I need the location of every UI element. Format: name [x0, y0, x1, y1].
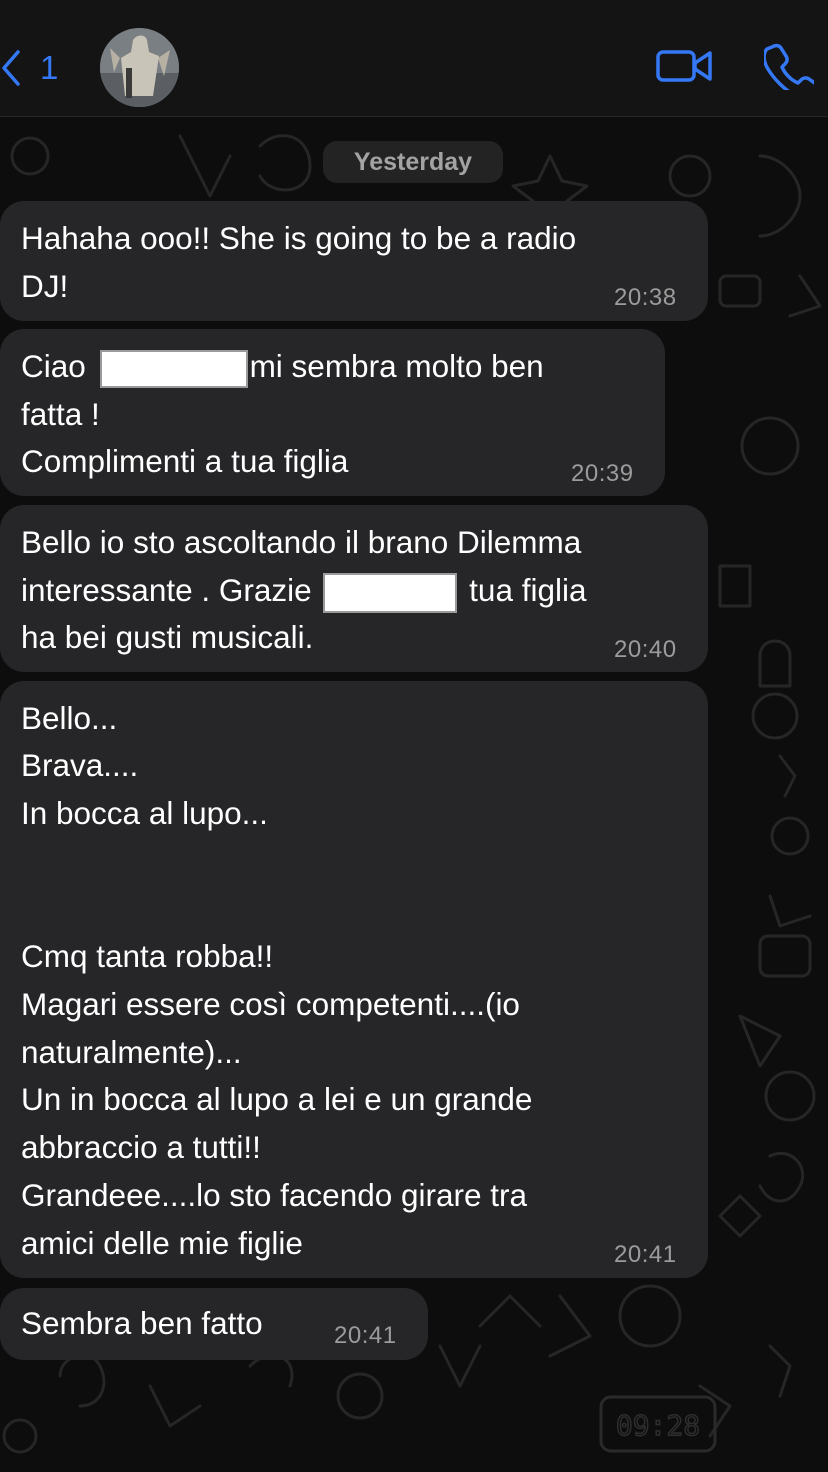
message-text: Bello io sto ascoltando il brano Dilemma	[21, 524, 582, 560]
message-text: Grandeee....lo sto facendo girare tra	[21, 1177, 528, 1213]
message-bubble[interactable]	[0, 1288, 428, 1360]
clock-doodle-icon	[598, 1394, 718, 1454]
date-separator: Yesterday	[323, 141, 503, 183]
message-bubble[interactable]	[0, 201, 708, 321]
message-text: Un in bocca al lupo a lei e un grande	[21, 1081, 533, 1117]
unread-count: 1	[40, 49, 59, 86]
message-text: Brava....	[21, 747, 139, 783]
message-text: ha bei gusti musicali.	[21, 619, 314, 655]
message-text: Magari essere così competenti....(io	[21, 986, 520, 1022]
message-text: naturalmente)...	[21, 1034, 242, 1070]
message-bubble[interactable]	[0, 505, 708, 672]
message-time: 20:39	[571, 460, 634, 487]
message-time: 20:41	[334, 1322, 397, 1349]
message-text: amici delle mie figlie	[21, 1225, 303, 1261]
phone-icon[interactable]	[764, 42, 814, 90]
message-bubble[interactable]	[0, 681, 708, 1278]
message-bubble[interactable]	[0, 329, 665, 496]
video-call-icon[interactable]	[655, 44, 715, 88]
redacted-name	[323, 573, 457, 613]
message-time: 20:41	[614, 1241, 677, 1268]
message-text: Ciao	[21, 348, 86, 384]
message-text: fatta !	[21, 396, 100, 432]
avatar[interactable]	[100, 28, 179, 107]
message-time: 20:38	[614, 284, 677, 311]
message-text: interessante . Grazie	[21, 572, 312, 608]
message-text: DJ!	[21, 268, 69, 304]
message-text: Bello...	[21, 700, 118, 736]
message-text: Cmq tanta robba!!	[21, 938, 274, 974]
redacted-name	[100, 350, 248, 388]
message-text: In bocca al lupo...	[21, 795, 268, 831]
message-text-line	[21, 346, 544, 388]
statue-avatar-image	[100, 28, 179, 107]
message-text: Sembra ben fatto	[21, 1305, 263, 1341]
message-text: Complimenti a tua figlia	[21, 443, 349, 479]
message-text: tua figlia	[469, 572, 587, 608]
message-text: abbraccio a tutti!!	[21, 1129, 261, 1165]
message-text: mi sembra molto ben	[249, 348, 544, 384]
message-text-line	[21, 570, 587, 613]
message-time: 20:40	[614, 636, 677, 663]
chevron-left-icon	[0, 48, 22, 88]
chat-header	[0, 0, 828, 117]
clock-doodle-text: 09:28	[615, 1409, 701, 1442]
message-text: Hahaha ooo!! She is going to be a radio	[21, 220, 577, 256]
back-button[interactable]	[0, 46, 70, 90]
